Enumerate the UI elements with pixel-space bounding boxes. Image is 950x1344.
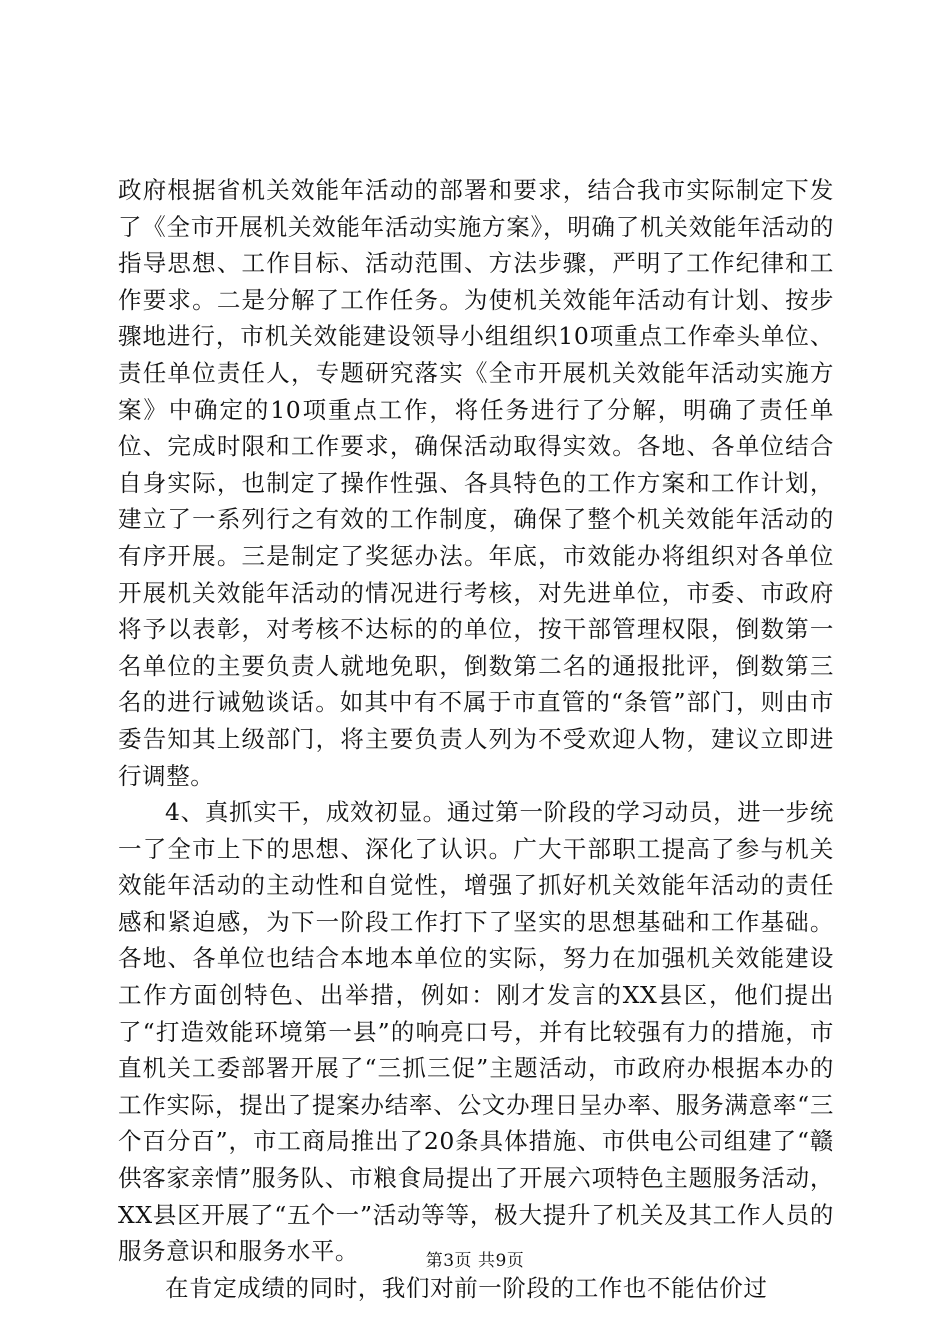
page-number-footer: 第3页 共9页 [425,1251,525,1271]
paragraph-assessment: 在肯定成绩的同时，我们对前一阶段的工作也不能估价过 [165,1273,768,1302]
paragraph-item-4: 4、真抓实干，成效初显。通过第一阶段的学习动员，进一步统一了全市上下的思想、深化了认识。广大干部职工提高了参与机关效能年活动的主动性和自觉性，增强了抓好机关效能年活动的责任感和紧迫感，为下一阶段工作打下了坚实的思想基础和工作基础。各地、各单位也结合本地本单位的实际，努力在加强机关效能建设工作方面创特色、出举措，例如：刚才发言的XX县区，他们提出了“打造效能环境第一县”的响亮口号，并有比较强有力的措施，市直机关工委部署开展了“三抓三促”主题活动，市政府办根据本办的工作实际，提出了提案办结率、公文办理日呈办率、服务满意率“三个百分百”，市工商局推出了20条具体措施、市供电公司组建了“赣供客家亲情”服务队、市粮食局提出了开展六项特色主题服务活动，XX县区开展了“五个一”活动等等，极大提升了机关及其工作人员的服务意识和服务水平。 [118,798,834,1266]
document-body [118,172,834,1306]
paragraph-continuation: 政府根据省机关效能年活动的部署和要求，结合我市实际制定下发了《全市开展机关效能年活动实施方案》，明确了机关效能年活动的指导思想、工作目标、活动范围、方法步骤，严明了工作纪律和工作要求。二是分解了工作任务。为使机关效能年活动有计划、按步骤地进行，市机关效能建设领导小组组织10项重点工作牵头单位、责任单位责任人，专题研究落实《全市开展机关效能年活动实施方案》中确定的10项重点工作，将任务进行了分解，明确了责任单位、完成时限和工作要求，确保活动取得实效。各地、各单位结合自身实际，也制定了操作性强、各具特色的工作方案和工作计划，建立了一系列行之有效的工作制度，确保了整个机关效能年活动的有序开展。三是制定了奖惩办法。年底，市效能办将组织对各单位开展机关效能年活动的情况进行考核，对先进单位，市委、市政府将予以表彰，对考核不达标的的单位，按干部管理权限，倒数第一名单位的主要负责人就地免职，倒数第二名的通报批评，倒数第三名的进行诫勉谈话。如其中有不属于市直管的“条管”部门，则由市委告知其上级部门，将主要负责人列为不受欢迎人物，建议立即进行调整。 [118,176,834,790]
